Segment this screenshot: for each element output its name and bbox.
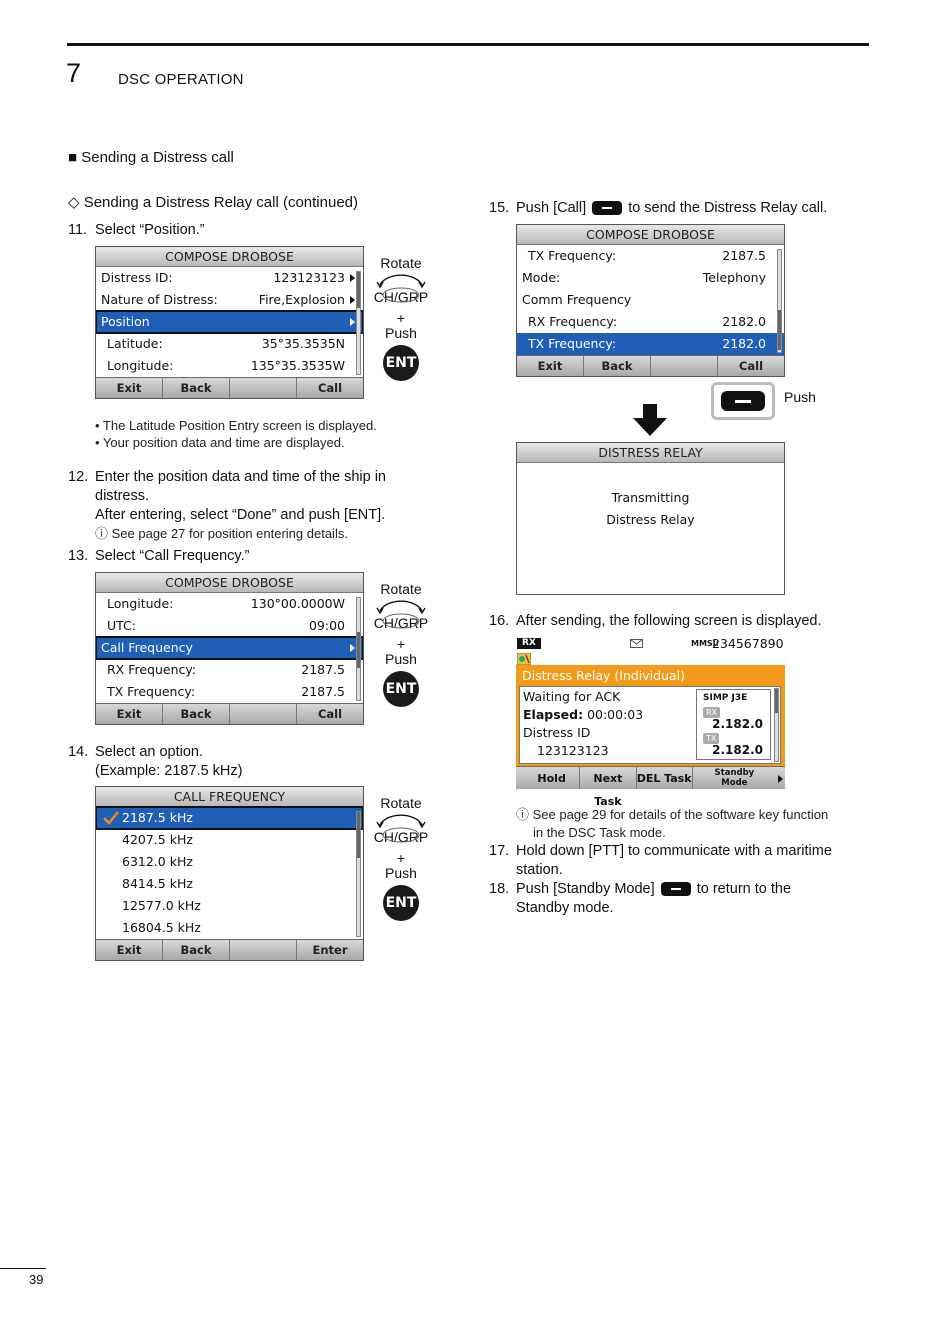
softkey-button-icon (711, 382, 775, 420)
row-label: Latitude: (107, 336, 163, 351)
right-arrow-icon (778, 775, 783, 783)
row-value: Telephony (702, 270, 766, 285)
row-tx-frequency (517, 245, 784, 267)
tx-freq: 2.182.0 (712, 743, 763, 757)
transmitting-message (517, 487, 784, 531)
step-text: After sending, the following screen is displayed. (516, 613, 822, 629)
step-number: 12. (68, 469, 89, 485)
softkey-back[interactable]: Back (163, 704, 230, 724)
step-12 (68, 468, 386, 487)
screen-header: COMPOSE DROBOSE (517, 225, 784, 245)
softkey-enter[interactable]: Enter (312, 943, 348, 957)
elapsed-value: 00:00:03 (587, 707, 644, 722)
step-number: 18. (489, 881, 510, 897)
step-18 (489, 880, 791, 899)
check-icon (103, 811, 119, 825)
scrollbar[interactable] (356, 271, 361, 375)
step-16 (489, 612, 821, 631)
rotate-label: Rotate (380, 581, 422, 597)
row-value: Fire,Explosion (258, 292, 345, 307)
softkey-bar (516, 766, 785, 808)
ent-key-icon: ENT (383, 345, 419, 381)
push-label: Push (385, 325, 417, 341)
compose-drobose-screen-2 (95, 572, 364, 725)
step-text: Push [Standby Mode] (516, 881, 655, 897)
row-value: 35°35.3535N (261, 336, 345, 351)
step-text: Hold down [PTT] to communicate with a maritime (516, 843, 832, 859)
push-label: Push (784, 389, 816, 405)
row-value: 2182.0 (722, 314, 766, 329)
chgrp-label: CH/GRP (373, 615, 429, 631)
softkey-empty[interactable] (230, 940, 297, 960)
softkey-bar (96, 703, 363, 724)
step-17-line2: station. (516, 862, 563, 878)
note-16-line2: in the DSC Task mode. (533, 825, 666, 840)
page-number: 39 (29, 1272, 44, 1287)
call-softkey-icon (592, 201, 622, 215)
softkey-bar (96, 377, 363, 398)
row-longitude (96, 355, 363, 377)
chapter-number: 7 (66, 58, 82, 88)
row-label: 6312.0 kHz (122, 854, 193, 869)
row-label: 8414.5 kHz (122, 876, 193, 891)
step-11 (68, 221, 205, 240)
freq-option[interactable] (96, 829, 363, 851)
softkey-exit[interactable]: Exit (96, 704, 163, 724)
step-number: 17. (489, 843, 510, 859)
tx-tag: TX (703, 733, 719, 744)
row-tx-frequency-selected[interactable] (517, 333, 784, 355)
row-value: 2182.0 (722, 336, 766, 351)
row-value: 123123123 (273, 270, 345, 285)
section-title: ■ Sending a Distress call (68, 149, 234, 166)
right-arrow-icon (350, 296, 355, 304)
softkey-bar (96, 939, 363, 960)
row-label: TX Frequency: (107, 684, 196, 699)
softkey-empty[interactable] (230, 378, 297, 398)
row-tx-frequency (96, 681, 363, 703)
row-distress-id[interactable] (96, 267, 363, 289)
call-frequency-screen (95, 786, 364, 961)
step-15 (489, 199, 827, 218)
row-latitude (96, 333, 363, 355)
right-arrow-icon (350, 318, 355, 326)
freq-option[interactable] (96, 917, 363, 939)
envelope-icon (630, 639, 643, 648)
ent-key-icon: ENT (383, 671, 419, 707)
status-bar (516, 636, 785, 651)
softkey-empty[interactable] (651, 356, 718, 376)
mmsi-value: 234567890 (712, 636, 784, 651)
row-label: TX Frequency: (528, 336, 617, 351)
row-longitude (96, 593, 363, 615)
step-text: Select “Position.” (95, 222, 205, 238)
row-value: 2187.5 (301, 684, 345, 699)
row-label: Call Frequency (101, 640, 193, 655)
task-details (523, 688, 643, 760)
control-hint-3 (366, 795, 436, 921)
plus-label: + (396, 636, 406, 652)
task-title: Distress Relay (Individual) (522, 668, 686, 683)
row-value: 09:00 (308, 618, 345, 633)
scrollbar[interactable] (777, 249, 782, 353)
softkey-standby-mode[interactable]: Standby Mode (714, 768, 755, 788)
softkey-back[interactable]: Back (163, 940, 230, 960)
rx-tag: RX (703, 707, 720, 718)
row-rx-frequency (517, 311, 784, 333)
step-text: to send the Distress Relay call. (628, 200, 828, 216)
message-line-1: Transmitting (611, 490, 690, 505)
waiting-text: Waiting for ACK (523, 689, 621, 704)
row-utc (96, 615, 363, 637)
row-label: Nature of Distress: (101, 292, 218, 307)
row-value: 2187.5 (301, 662, 345, 677)
row-position-selected[interactable] (96, 311, 363, 333)
compose-drobose-screen-1 (95, 246, 364, 399)
dial-icon (374, 599, 428, 629)
row-value: 2187.5 (722, 248, 766, 263)
rx-badge: RX (517, 638, 541, 649)
elapsed-label: Elapsed: (523, 707, 584, 722)
softkey-next-task[interactable]: Next Task (580, 767, 636, 789)
step-12-line3: After entering, select “Done” and push [ENT]. (95, 507, 386, 523)
softkey-back[interactable]: Back (163, 378, 230, 398)
freq-box (696, 689, 771, 760)
step-12-line2: distress. (95, 488, 149, 504)
chgrp-label: CH/GRP (373, 829, 429, 845)
step-number: 14. (68, 744, 89, 760)
softkey-call[interactable]: Call (738, 359, 764, 373)
freq-option[interactable] (96, 895, 363, 917)
freq-option[interactable] (96, 873, 363, 895)
compose-drobose-screen-3 (516, 224, 785, 377)
rx-freq: 2.182.0 (712, 717, 763, 731)
step-text: Push [Call] (516, 200, 587, 216)
scrollbar[interactable] (356, 597, 361, 701)
row-call-frequency-selected[interactable] (96, 637, 363, 659)
freq-option[interactable] (96, 851, 363, 873)
row-rx-frequency (96, 659, 363, 681)
screen-header: COMPOSE DROBOSE (96, 247, 363, 267)
right-arrow-icon (350, 274, 355, 282)
row-label: 4207.5 kHz (122, 832, 193, 847)
step-number: 16. (489, 613, 510, 629)
push-label: Push (385, 865, 417, 881)
dial-icon (374, 273, 428, 303)
ent-key-icon: ENT (383, 885, 419, 921)
row-label: 12577.0 kHz (122, 898, 201, 913)
step-number: 15. (489, 200, 510, 216)
mmsi-label: MMSI: (691, 639, 719, 648)
softkey-exit[interactable]: Exit (96, 378, 163, 398)
row-value: 130°00.0000W (250, 596, 345, 611)
row-label: 2187.5 kHz (122, 810, 193, 825)
step-number: 11. (68, 222, 88, 238)
softkey-call[interactable]: Call (317, 381, 343, 395)
dial-icon (374, 813, 428, 843)
row-label: Position (101, 314, 150, 329)
step-12-note: ⓘ See page 27 for position entering details. (95, 526, 348, 541)
step-text: Select an option. (95, 744, 204, 760)
control-hint-2 (366, 581, 436, 707)
softkey-bar (517, 355, 784, 376)
step-14 (68, 743, 203, 762)
bullet-position-data: • Your position data and time are displayed. (95, 435, 345, 450)
push-label: Push (385, 651, 417, 667)
softkey-back[interactable]: Back (584, 356, 651, 376)
right-arrow-icon (350, 644, 355, 652)
plus-label: + (396, 850, 406, 866)
scrollbar[interactable] (356, 811, 361, 937)
softkey-exit[interactable]: Exit (96, 940, 163, 960)
row-label: RX Frequency: (107, 662, 197, 677)
mode-text: SIMP J3E (703, 693, 748, 703)
row-label: UTC: (107, 618, 136, 633)
distress-id-label: Distress ID (523, 725, 591, 740)
step-text: to return to the (696, 881, 792, 897)
screen-header: COMPOSE DROBOSE (96, 573, 363, 593)
softkey-hold[interactable]: Hold (524, 767, 580, 789)
row-mode (517, 267, 784, 289)
row-label: TX Frequency: (528, 248, 617, 263)
freq-option-selected[interactable] (96, 807, 363, 829)
softkey-del-task[interactable]: DEL Task (637, 767, 693, 789)
distress-id-value: 123123123 (537, 743, 609, 758)
distress-relay-screen (516, 442, 785, 595)
step-text: Enter the position data and time of the ship in (95, 469, 386, 485)
softkey-empty[interactable] (230, 704, 297, 724)
screen-header: CALL FREQUENCY (96, 787, 363, 807)
step-number: 13. (68, 548, 89, 564)
plus-label: + (396, 310, 406, 326)
top-rule (67, 43, 869, 46)
row-label: Longitude: (107, 358, 174, 373)
control-hint-1 (366, 255, 436, 381)
softkey-exit[interactable]: Exit (517, 356, 584, 376)
dsc-task-screen (516, 636, 785, 808)
task-icon (517, 653, 531, 665)
chgrp-label: CH/GRP (373, 289, 429, 305)
row-label: Mode: (522, 270, 561, 285)
message-line-2: Distress Relay (606, 512, 695, 527)
chapter-title: DSC OPERATION (118, 71, 244, 88)
screen-header: DISTRESS RELAY (517, 443, 784, 463)
row-label: Distress ID: (101, 270, 173, 285)
rotate-label: Rotate (380, 255, 422, 271)
step-18-line2: Standby mode. (516, 900, 614, 916)
row-label: 16804.5 kHz (122, 920, 201, 935)
scrollbar[interactable] (774, 688, 779, 762)
row-value: 135°35.3535W (250, 358, 345, 373)
page-number-rule (0, 1268, 46, 1269)
down-arrow-icon (633, 404, 667, 438)
rotate-label: Rotate (380, 795, 422, 811)
softkey-call[interactable]: Call (317, 707, 343, 721)
row-label: Longitude: (107, 596, 174, 611)
subsection-title: ◇ Sending a Distress Relay call (continued) (68, 194, 359, 211)
standby-softkey-icon (661, 882, 691, 896)
step-17 (489, 842, 832, 861)
row-label: RX Frequency: (528, 314, 618, 329)
step-13 (68, 547, 249, 566)
step-14-line2: (Example: 2187.5 kHz) (95, 763, 243, 779)
task-body (519, 686, 781, 764)
row-comm-frequency (517, 289, 784, 311)
row-nature-of-distress[interactable] (96, 289, 363, 311)
bullet-latitude-screen: • The Latitude Position Entry screen is displayed. (95, 418, 377, 433)
note-16-line1: ⓘ See page 29 for details of the software key function (516, 807, 829, 822)
step-text: Select “Call Frequency.” (95, 548, 250, 564)
row-label: Comm Frequency (522, 292, 632, 307)
